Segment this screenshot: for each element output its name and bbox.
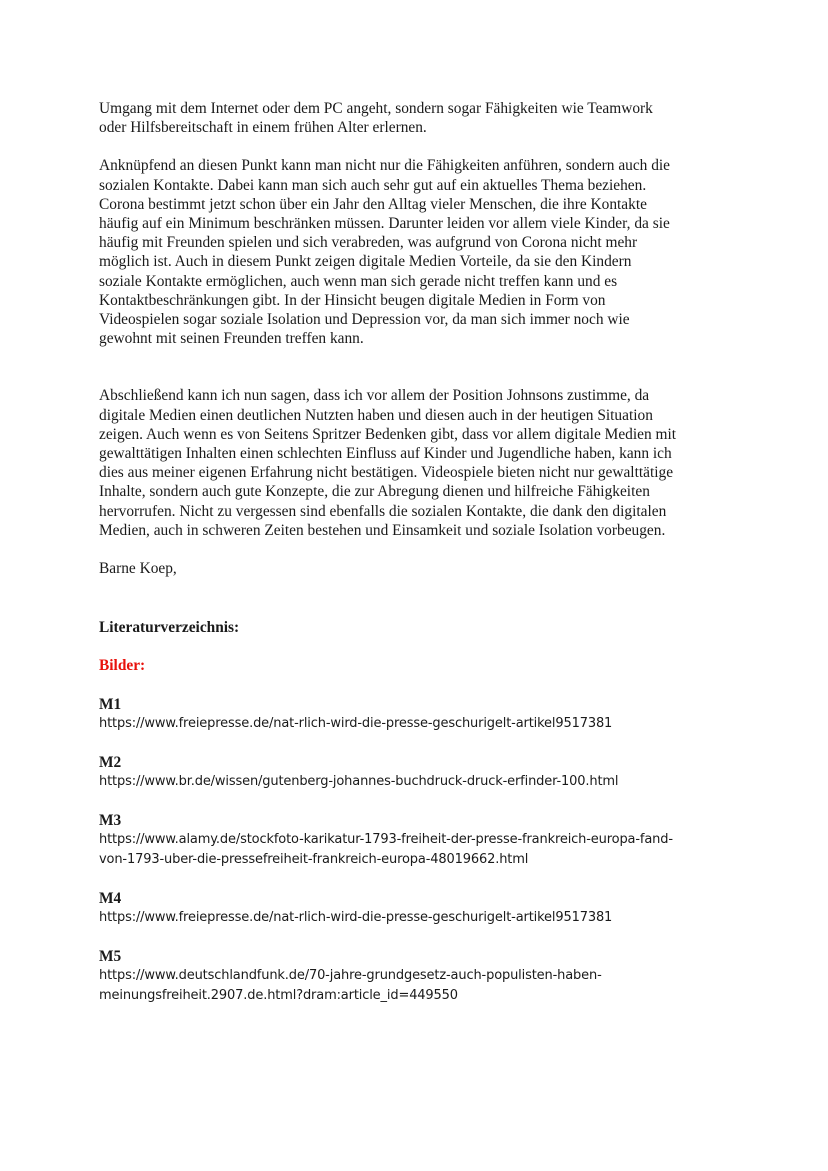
author-signature: Barne Koep, [99, 560, 177, 578]
source-url: https://www.freiepresse.de/nat-rlich-wird-die-presse-geschurigelt-artikel9517381 [99, 716, 613, 732]
source-entry-m3 [99, 811, 739, 870]
source-label: M2 [99, 754, 122, 772]
source-entry-m1 [99, 695, 739, 734]
source-label: M4 [99, 890, 122, 908]
essay-paragraph-conclusion: Abschließend kann ich nun sagen, dass ich vor allem der Position Johnsons zustimme, da digitale Medien einen deutlichen Nutzten haben und diesen auch in der heutigen Situation zeigen. Auch wenn es von Seitens Spritzer Bedenken gibt, dass vor allem digitale Medien mit gewalttätigen Inhalten einen schlechten Einfluss auf Kinder und Jugendliche haben, kann ich dies aus meiner eigenen Erfahrung nicht bestätigen. Videospiele bieten nicht nur gewalttätige Inhalte, sondern auch gute Konzepte, die zur Abregung dienen und hilfreiche Fähigkeiten hervorrufen. Nicht zu vergessen sind ebenfalls die sozialen Kontakte, die dank den digitalen Medien, auch in schweren Zeiten bestehen und Einsamkeit und soziale Isolation vorbeugen. [99, 387, 677, 539]
images-heading: Bilder: [99, 657, 146, 675]
source-url: https://www.alamy.de/stockfoto-karikatur-1793-freiheit-der-presse-frankreich-europa-fand- von-1793-uber-die-pressefreiheit-frankreich-europa-48019662.html [99, 832, 673, 868]
source-url: https://www.freiepresse.de/nat-rlich-wird-die-presse-geschurigelt-artikel9517381 [99, 910, 613, 926]
essay-paragraph-2: Anknüpfend an diesen Punkt kann man nicht nur die Fähigkeiten anführen, sondern auch die sozialen Kontakte. Dabei kann man sich auch sehr gut auf ein aktuelles Thema beziehen. Corona bestimmt jetzt schon über ein Jahr den Alltag vieler Menschen, die ihre Kontakte häufig auf ein Minimum beschränken müssen. Darunter leiden vor allem viele Kinder, da sie häufig mit Freunden spielen und sich verabreden, was aufgrund von Corona nicht mehr möglich ist. Auch in diesem Punkt zeigen digitale Medien Vorteile, da sie den Kindern soziale Kontakte ermöglichen, auch wenn man sich gerade nicht treffen kann und es Kontaktbeschränkungen gibt. In der Hinsicht beugen digitale Medien in Form von Videospielen sogar soziale Isolation und Depression vor, da man sich immer noch wie gewohnt mit seinen Freunden treffen kann. [99, 157, 671, 348]
source-entry-m2 [99, 753, 739, 792]
essay-paragraph-1: Umgang mit dem Internet oder dem PC angeht, sondern sogar Fähigkeiten wie Teamwork oder Hilfsbereitschaft in einem frühen Alter erlernen. [99, 100, 653, 137]
source-label: M3 [99, 812, 122, 830]
source-url: https://www.br.de/wissen/gutenberg-johannes-buchdruck-druck-erfinder-100.html [99, 774, 619, 790]
document-page [99, 99, 739, 1025]
source-entry-m4 [99, 889, 739, 928]
source-label: M1 [99, 696, 122, 714]
source-entry-m5 [99, 947, 739, 1006]
source-label: M5 [99, 948, 122, 966]
bibliography-heading: Literaturverzeichnis: [99, 619, 240, 637]
source-url: https://www.deutschlandfunk.de/70-jahre-grundgesetz-auch-populisten-haben- meinungsfreiheit.2907.de.html?dram:article_id=449550 [99, 968, 602, 1004]
